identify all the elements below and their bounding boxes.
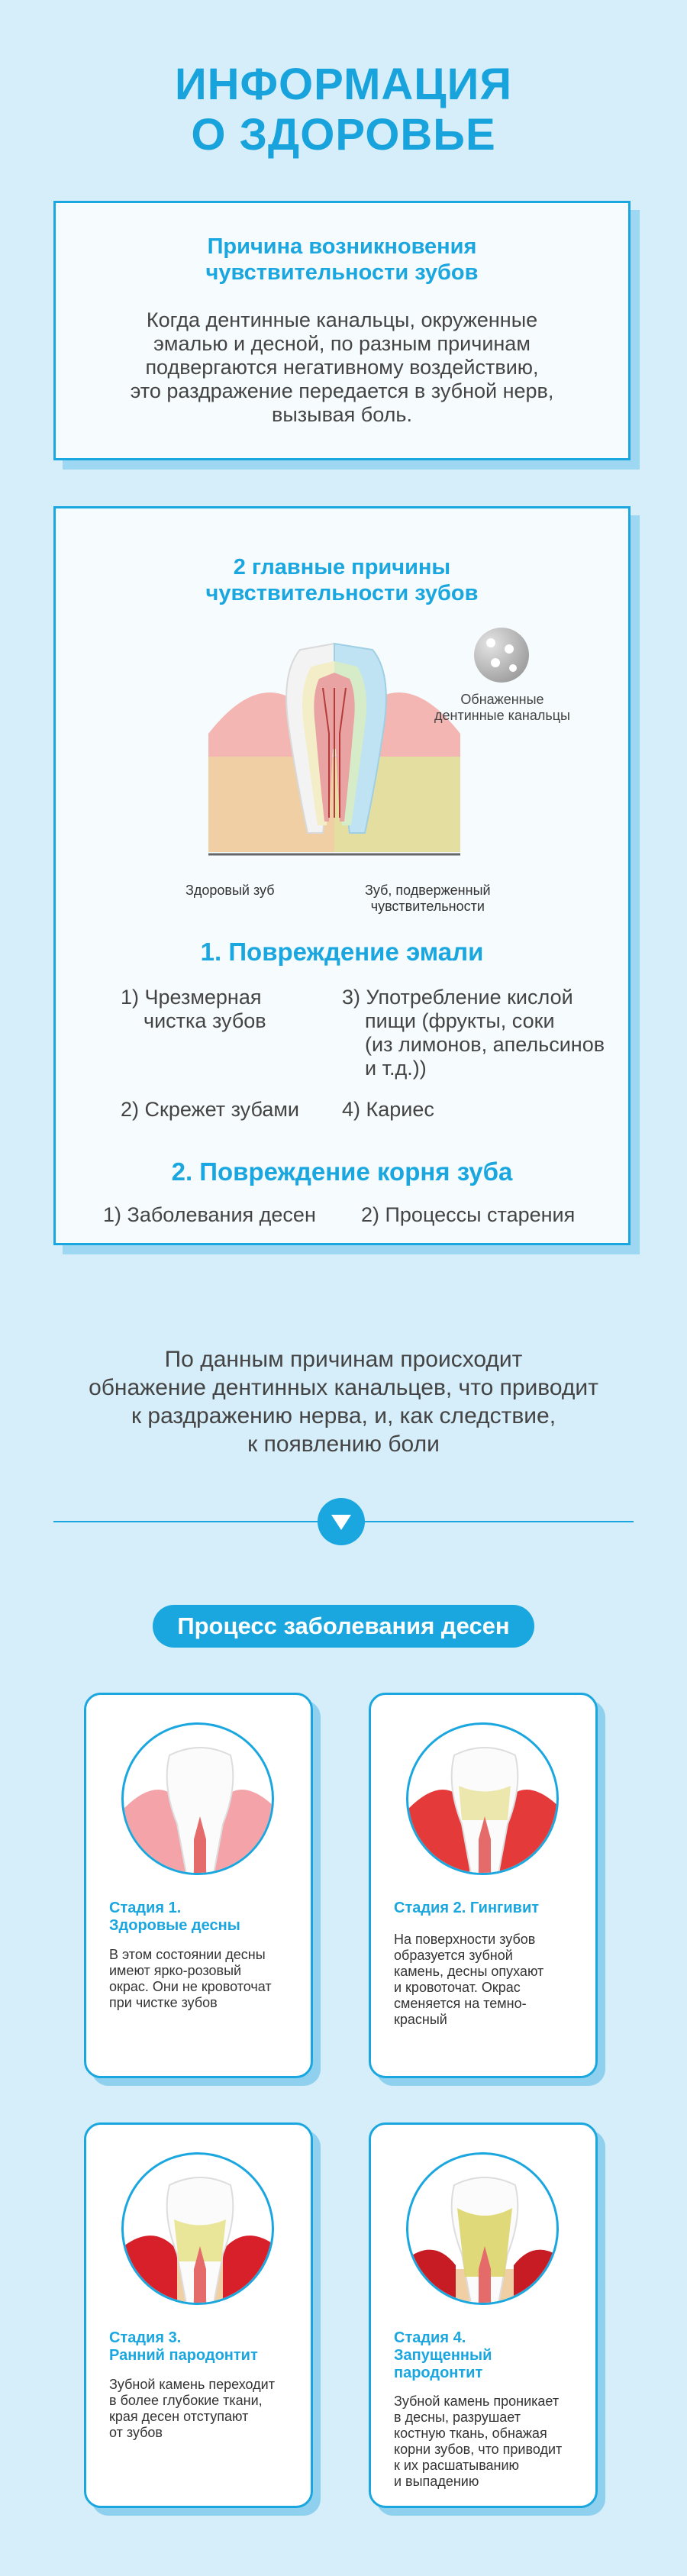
title-line-1: ИНФОРМАЦИЯ — [174, 60, 513, 109]
gum-disease-process-pill: Процесс заболевания десен — [153, 1605, 534, 1648]
tubule-dot — [491, 658, 500, 667]
summary-line: к раздражению нерва, и, как следствие, — [131, 1403, 556, 1428]
reasons-card-heading — [56, 554, 628, 606]
root-damage-heading: 2. Повреждение корня зуба — [171, 1157, 513, 1186]
label-sensitive-tooth — [365, 883, 491, 915]
root-item-1: 1) Заболевания десен — [103, 1203, 316, 1226]
stage-text-line: при чистке зубов — [109, 1995, 218, 2010]
item-line: чистка зубов — [144, 1009, 266, 1032]
summary-text — [0, 1345, 687, 1458]
item-line: (из лимонов, апельсинов — [365, 1033, 605, 1056]
stage-title-line: Запущенный — [394, 2347, 492, 2364]
cause-body-line: подвергаются негативному воздействию, — [145, 356, 539, 379]
stage-text-line: от зубов — [109, 2425, 163, 2440]
label-healthy-tooth: Здоровый зуб — [185, 883, 275, 898]
enamel-damage-heading: 1. Повреждение эмали — [200, 938, 484, 966]
cause-body-line: вызывая боль. — [272, 403, 412, 426]
page-title — [0, 60, 687, 160]
stage-title-line: Стадия 2. Гингивит — [394, 1900, 540, 1916]
stage-2-illustration — [406, 1722, 559, 1875]
stage-2-title — [394, 1900, 577, 1917]
callout-line-1: Обнаженные — [460, 692, 544, 707]
early-periodontitis-tooth-icon — [124, 2155, 274, 2305]
root-item-2: 2) Процессы старения — [361, 1203, 576, 1226]
stage-3-description — [109, 2377, 292, 2441]
advanced-periodontitis-tooth-icon — [408, 2155, 559, 2305]
item-line: и т.д.)) — [365, 1057, 427, 1080]
item-line: 3) Употребление кислой — [342, 986, 573, 1009]
cause-body-line: Когда дентинные канальцы, окруженные — [146, 308, 538, 331]
stage-text-line: образуется зубной — [394, 1948, 513, 1963]
stage-title-line: Стадия 3. — [109, 2329, 182, 2346]
stage-text-line: В этом состоянии десны — [109, 1947, 266, 1962]
dentinal-tubules-label — [414, 692, 590, 724]
stage-text-line: сменяется на темно- — [394, 1996, 527, 2011]
stage-title-line: Стадия 4. — [394, 2329, 466, 2346]
enamel-item-4: 4) Кариес — [342, 1098, 434, 1121]
stage-text-line: окрас. Они не кровоточат — [109, 1979, 272, 1994]
stage-title-line: Здоровые десны — [109, 1917, 240, 1934]
reasons-heading-line-1: 2 главные причины — [233, 555, 451, 579]
enamel-item-1 — [121, 986, 266, 1033]
stage-title-line: пародонтит — [394, 2365, 483, 2381]
cause-heading-line-1: Причина возникновения — [207, 234, 477, 259]
tubule-dot — [486, 638, 495, 647]
stage-text-line: корни зубов, что приводит — [394, 2442, 563, 2457]
stage-card-4 — [369, 2122, 598, 2508]
sensitive-line-2: чувствительности — [370, 899, 485, 914]
cause-body-line: эмалью и десной, по разным причинам — [153, 332, 531, 355]
callout-line-2: дентинные канальцы — [434, 708, 570, 723]
tooth-cross-section-illustration — [208, 642, 460, 864]
sensitive-line-1: Зуб, подверженный — [365, 883, 491, 898]
enamel-item-3 — [342, 986, 605, 1080]
summary-line: обнажение дентинных канальцев, что приводит — [89, 1375, 598, 1400]
cause-card-heading — [56, 234, 628, 286]
stage-1-illustration — [121, 1722, 274, 1875]
stage-text-line: края десен отступают — [109, 2409, 249, 2424]
stage-text-line: камень, десны опухают — [394, 1964, 544, 1979]
gingivitis-tooth-icon — [408, 1725, 559, 1875]
stage-1-title — [109, 1900, 292, 1935]
summary-line: По данным причинам происходит — [164, 1347, 523, 1372]
item-line: 1) Чрезмерная — [121, 986, 262, 1009]
stage-4-description — [394, 2394, 577, 2490]
healthy-gum-tooth-icon — [124, 1725, 274, 1875]
tubule-dot — [505, 644, 514, 654]
cause-card-body — [56, 308, 628, 427]
cause-heading-line-2: чувствительности зубов — [205, 260, 479, 285]
stage-3-illustration — [121, 2152, 274, 2305]
stage-text-line: На поверхности зубов — [394, 1932, 536, 1947]
stage-card-2 — [369, 1693, 598, 2078]
stage-text-line: красный — [394, 2012, 447, 2027]
stage-text-line: Зубной камень проникает — [394, 2394, 560, 2409]
stage-2-description — [394, 1932, 577, 2028]
cause-card — [53, 201, 631, 460]
stage-text-line: к их расшатыванию — [394, 2458, 520, 2473]
dentinal-tubules-icon — [474, 628, 529, 683]
enamel-item-2: 2) Скрежет зубами — [121, 1098, 299, 1121]
stage-4-title — [394, 2329, 577, 2382]
stage-text-line: и кровоточат. Окрас — [394, 1980, 521, 1995]
stage-card-3 — [84, 2122, 313, 2508]
stage-text-line: и выпадению — [394, 2474, 479, 2489]
cause-body-line: это раздражение передается в зубной нерв, — [130, 379, 554, 402]
stage-3-title — [109, 2329, 292, 2365]
title-line-2: О ЗДОРОВЬЕ — [191, 110, 496, 160]
stage-4-illustration — [406, 2152, 559, 2305]
chevron-down-icon-shape — [318, 1498, 365, 1545]
stage-text-line: в более глубокие ткани, — [109, 2393, 263, 2408]
summary-line: к появлению боли — [247, 1432, 440, 1457]
chevron-down-icon — [318, 1498, 365, 1545]
stage-text-line: Зубной камень переходит — [109, 2377, 275, 2392]
reasons-card — [53, 506, 631, 1245]
stage-text-line: в десны, разрушает — [394, 2410, 521, 2425]
stage-card-1 — [84, 1693, 313, 2078]
item-line: пищи (фрукты, соки — [365, 1009, 555, 1032]
reasons-heading-line-2: чувствительности зубов — [205, 581, 479, 605]
stage-title-line: Стадия 1. — [109, 1900, 182, 1916]
tubule-dot — [509, 664, 517, 672]
stage-text-line: имеют ярко-розовый — [109, 1963, 242, 1978]
stage-text-line: костную ткань, обнажая — [394, 2426, 547, 2441]
stage-title-line: Ранний пародонтит — [109, 2347, 258, 2364]
stage-1-description — [109, 1947, 292, 2011]
